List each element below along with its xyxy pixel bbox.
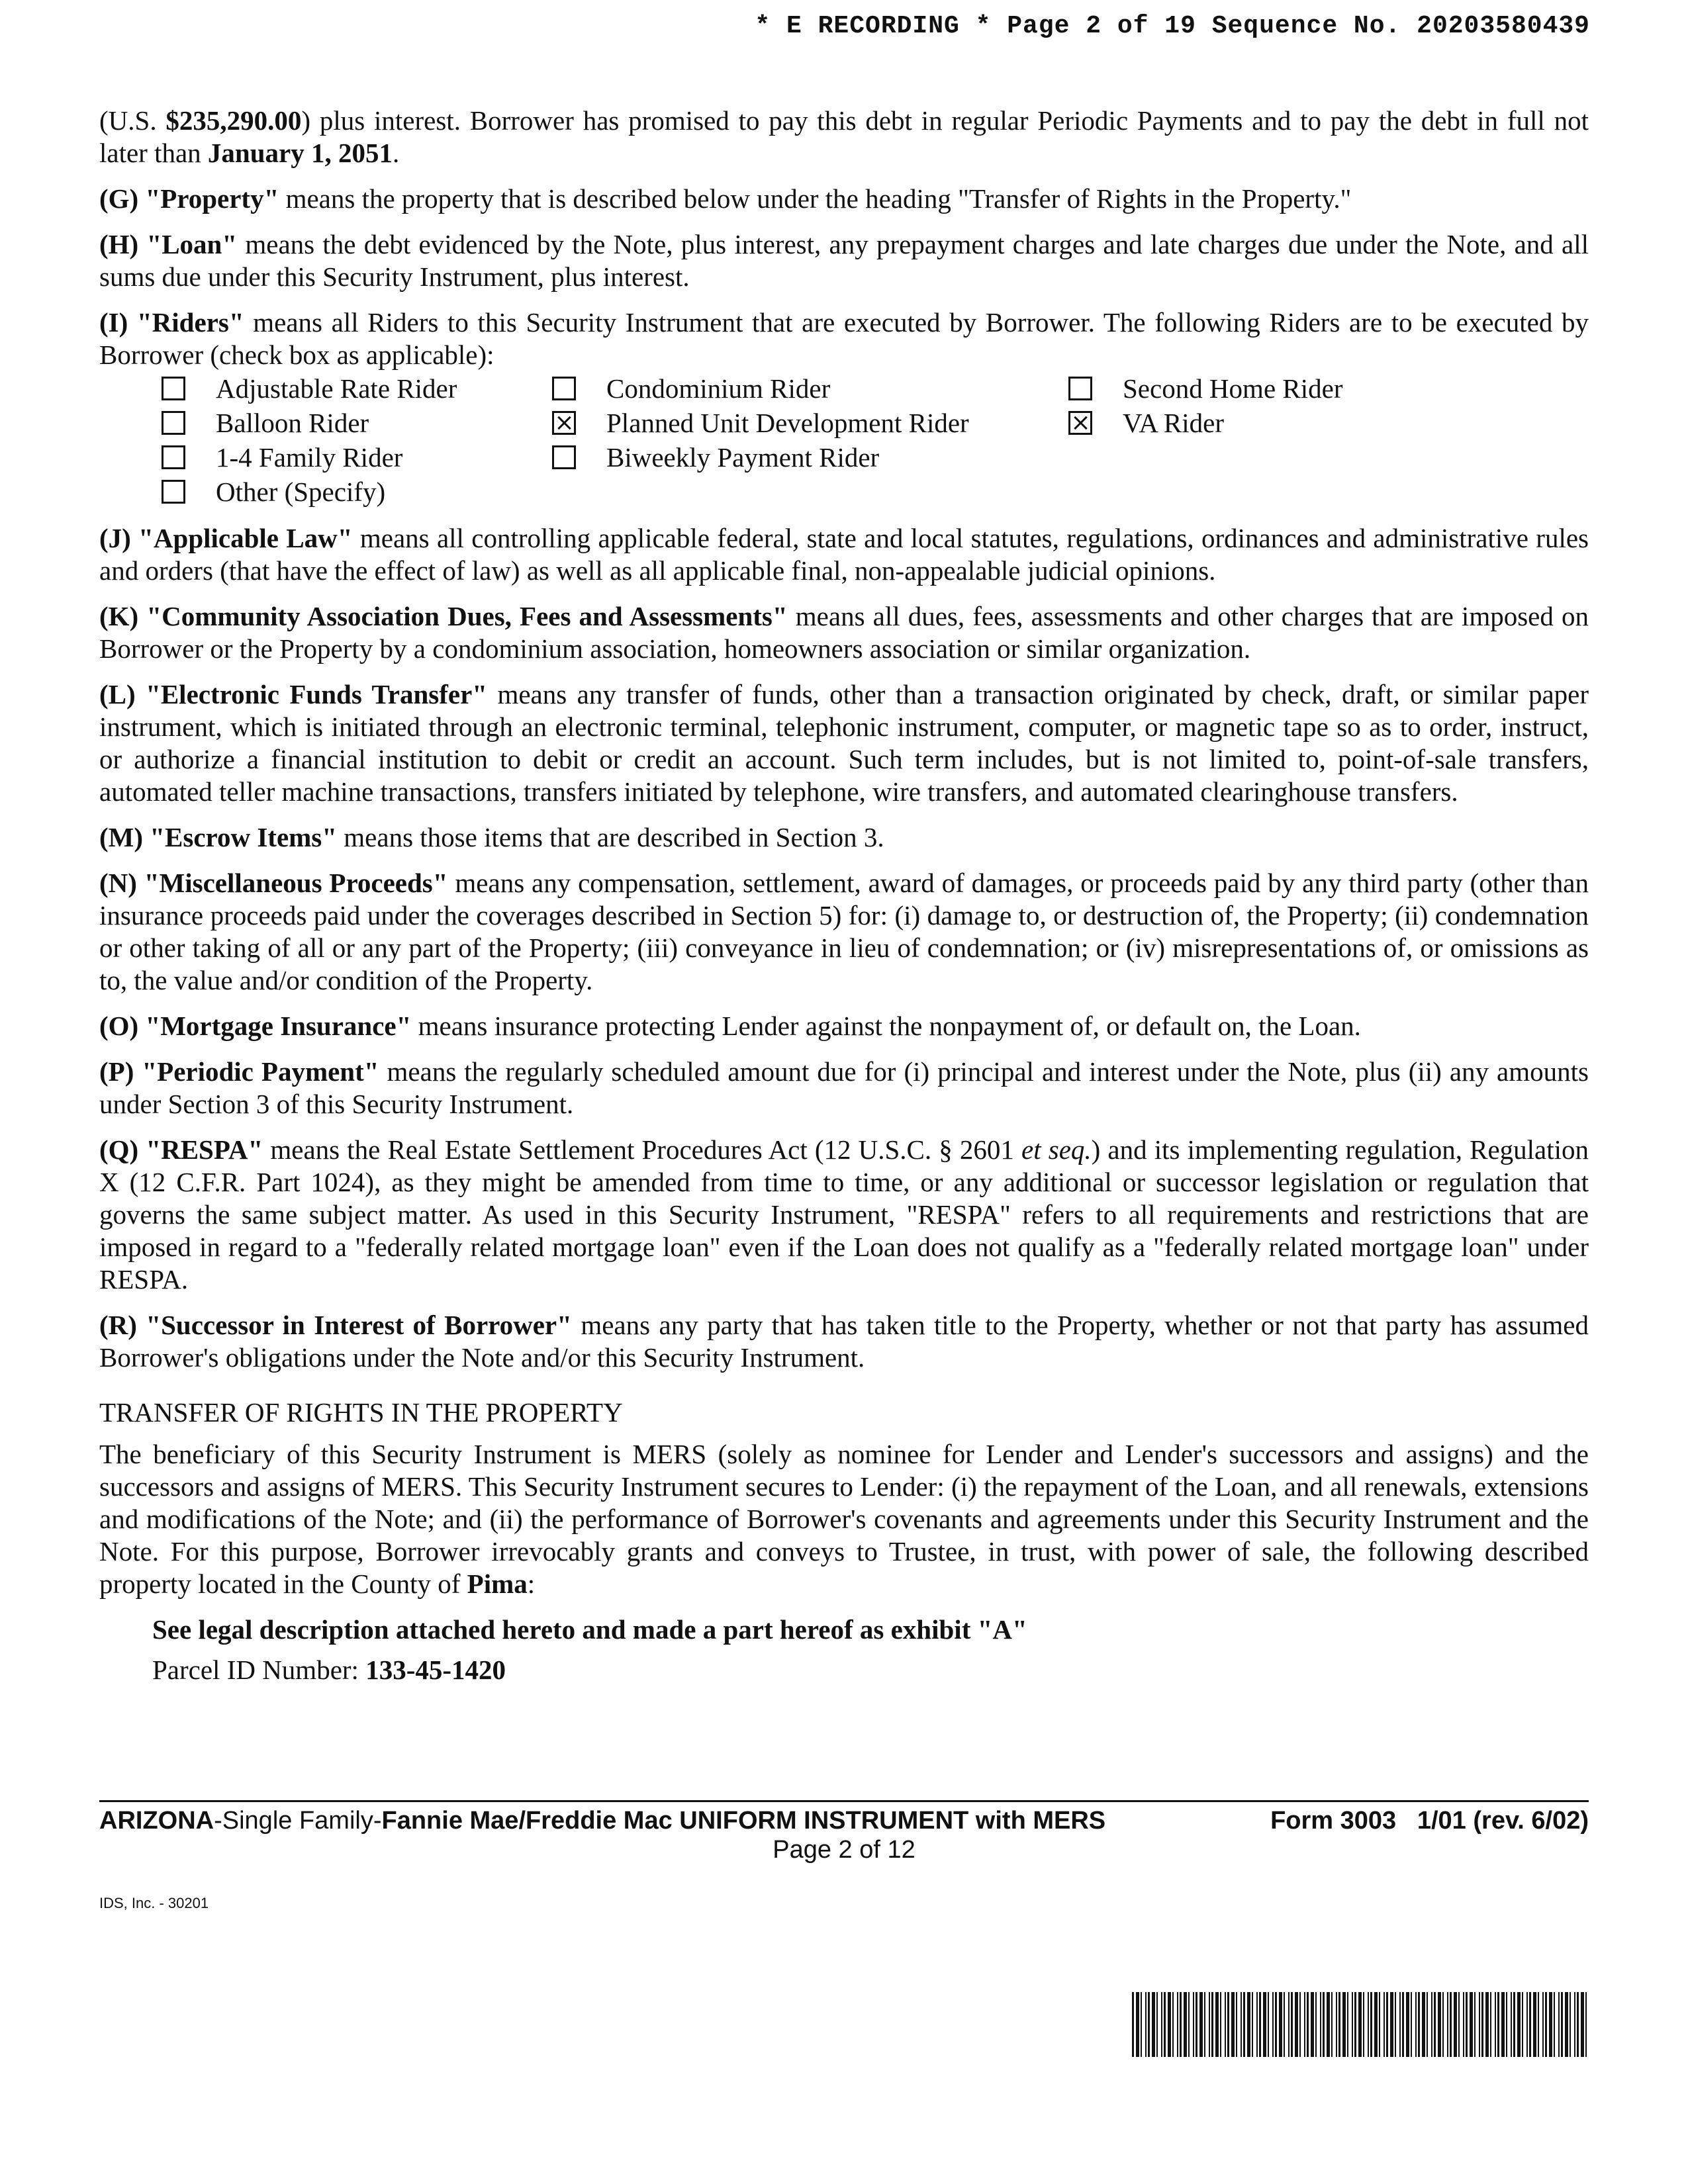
form-title: [99, 1806, 1105, 1835]
rider-label: VA Rider: [1123, 408, 1225, 438]
rider-pud: [552, 406, 1068, 440]
rider-condominium: [552, 371, 1068, 406]
definition-tag: (P): [99, 1056, 134, 1087]
rider-biweekly: [552, 440, 1068, 475]
pud-checkbox[interactable]: [552, 411, 576, 435]
second-home-checkbox[interactable]: [1068, 377, 1092, 400]
definition-tag: (I): [99, 307, 128, 338]
definition-text: means those items that are described in Section 3.: [337, 822, 884, 852]
riders-checklist: [162, 371, 1589, 509]
rider-empty: [1068, 440, 1466, 475]
rider-label: Second Home Rider: [1123, 373, 1343, 404]
rider-label: Condominium Rider: [606, 373, 831, 404]
definition-p: [99, 1056, 1589, 1120]
rider-adjustable-rate: [162, 371, 552, 406]
debt-post: .: [392, 138, 400, 168]
definition-term: "Escrow Items": [150, 822, 338, 852]
biweekly-checkbox[interactable]: [552, 445, 576, 469]
rider-label: Other (Specify): [216, 477, 386, 507]
adjustable-rate-checkbox[interactable]: [162, 377, 185, 400]
condominium-checkbox[interactable]: [552, 377, 576, 400]
family-checkbox[interactable]: [162, 445, 185, 469]
definition-o: [99, 1010, 1589, 1042]
definition-term: "Community Association Dues, Fees and Assessments": [146, 601, 788, 631]
rider-label: 1-4 Family Rider: [216, 442, 403, 473]
definition-h: [99, 228, 1589, 293]
debt-mid: ) plus interest. Borrower has promised to pay this debt in regular Periodic Payments and to pay the debt in full not later than: [99, 105, 1589, 168]
debt-pre: (U.S.: [99, 105, 166, 136]
definition-text: means all dues, fees, assessments and other charges that are imposed on Borrower or the Property by a condominium association, homeowners association or similar organization.: [99, 601, 1589, 664]
transfer-end: :: [527, 1569, 536, 1599]
rider-label: Planned Unit Development Rider: [606, 408, 969, 438]
form-family: -Single Family-: [214, 1807, 382, 1835]
definition-text: means the debt evidenced by the Note, plus interest, any prepayment charges and late charges due under the Note, and all sums due under this Security Instrument, plus interest.: [99, 229, 1589, 292]
rider-1-4-family: [162, 440, 552, 475]
document-body: [99, 105, 1589, 1686]
recording-header: * E RECORDING * Page 2 of 19 Sequence No. 20203580439: [755, 12, 1590, 40]
parcel-number: 133-45-1420: [365, 1655, 506, 1685]
definition-term: "Applicable Law": [138, 523, 353, 553]
balloon-checkbox[interactable]: [162, 411, 185, 435]
rider-label: Biweekly Payment Rider: [606, 442, 880, 473]
definition-text: means the property that is described below under the heading "Transfer of Rights in the Property.": [279, 183, 1352, 214]
definition-j: [99, 522, 1589, 587]
definition-term: "Property": [145, 183, 279, 214]
legal-description-line: See legal description attached hereto and made a part hereof as exhibit "A": [152, 1614, 1027, 1645]
va-checkbox[interactable]: [1068, 411, 1092, 435]
parcel-label: Parcel ID Number:: [152, 1655, 366, 1685]
definition-text: means the regularly scheduled amount due for (i) principal and interest under the Note, plus (ii) any amounts under Section 3 of this Security Instrument.: [99, 1056, 1589, 1119]
definition-l: [99, 678, 1589, 808]
definition-text-continued: ) and its implementing regulation, Regulation X (12 C.F.R. Part 1024), as they might be amended from time to time, or any additional or successor legislation or regulation that governs the same subject matter. As used in this Security Instrument, "RESPA" refers to all requirements and restrictions that are imposed in regard to a "federally related mortgage loan" even if the Loan does not qualify as a "federally related mortgage loan" under RESPA.: [99, 1134, 1589, 1295]
definition-tag: (N): [99, 868, 137, 898]
definition-term: "Miscellaneous Proceeds": [144, 868, 448, 898]
definition-term: "Periodic Payment": [142, 1056, 379, 1087]
other-checkbox[interactable]: [162, 480, 185, 504]
debt-due-date: January 1, 2051: [207, 138, 393, 168]
definition-q: [99, 1134, 1589, 1296]
rider-other: [162, 475, 552, 509]
definition-term: "Riders": [136, 307, 244, 338]
definition-tag: (L): [99, 679, 136, 709]
transfer-paragraph: [99, 1438, 1589, 1600]
parcel-id-line: [152, 1654, 1589, 1686]
footer-page-number: Page 2 of 12: [773, 1836, 915, 1864]
definition-tag: (O): [99, 1011, 139, 1041]
definition-tag: (H): [99, 229, 139, 259]
definition-m: [99, 821, 1589, 854]
debt-amount: $235,290.00: [165, 105, 302, 136]
definition-n: [99, 867, 1589, 997]
definition-text: means all controlling applicable federal, state and local statutes, regulations, ordinances and administrative rules and orders (that have the effect of law) as well as all applicable final, non-appealable judicial opinions.: [99, 523, 1589, 586]
footer-form-line: [99, 1806, 1589, 1835]
debt-paragraph: [99, 105, 1589, 169]
definition-text: means the Real Estate Settlement Procedures Act (12 U.S.C. § 2601: [263, 1134, 1022, 1165]
definition-r: [99, 1309, 1589, 1374]
definition-term: "Electronic Funds Transfer": [146, 679, 488, 709]
definition-term: "Loan": [146, 229, 238, 259]
definition-text: means all Riders to this Security Instrument that are executed by Borrower. The following Riders are to be executed by Borrower (check box as applicable):: [99, 307, 1589, 370]
transfer-body: The beneficiary of this Security Instrument is MERS (solely as nominee for Lender and Lender's successors and assigns) and the successors and assigns of MERS. This Security Instrument secures to Lender: (i) the repayment of the Loan, and all renewals, extensions and modifications of the Note; and (ii) the performance of Borrower's covenants and agreements under this Security Instrument and the Note. For this purpose, Borrower irrevocably grants and conveys to Trustee, in trust, with power of sale, the following described property located in the County of: [99, 1439, 1589, 1599]
footer-divider: [99, 1800, 1589, 1802]
definition-italic: et seq.: [1021, 1134, 1092, 1165]
form-number: Form 3003 1/01 (rev. 6/02): [1270, 1807, 1589, 1835]
definition-text: means any transfer of funds, other than a transaction originated by check, draft, or similar paper instrument, which is initiated through an electronic terminal, telephonic instrument, computer, or magnetic tape so as to order, instruct, or authorize a financial institution to debit or credit an account. Such term includes, but is not limited to, point-of-sale transfers, automated teller machine transactions, transfers initiated by telephone, wire transfers, and automated clearinghouse transfers.: [99, 679, 1589, 807]
definition-tag: (J): [99, 523, 131, 553]
page-footer: [99, 1800, 1589, 1912]
barcode: [1132, 1992, 1589, 2057]
definition-k: [99, 600, 1589, 665]
rider-balloon: [162, 406, 552, 440]
definition-tag: (K): [99, 601, 139, 631]
definition-text: means any compensation, settlement, award of damages, or proceeds paid by any third party (other than insurance proceeds paid under the coverages described in Section 5) for: (i) damage to, or destruction of, the Property; (ii) condemnation or other taking of all or any part of the Property; (iii) conveyance in lieu of condemnation; or (iv) misrepresentations of, or omissions as to, the value and/or condition of the Property.: [99, 868, 1589, 995]
definition-term: "RESPA": [146, 1134, 263, 1165]
transfer-heading: TRANSFER OF RIGHTS IN THE PROPERTY: [99, 1397, 623, 1428]
definition-tag: (G): [99, 183, 139, 214]
definition-g: [99, 183, 1589, 215]
definition-i: [99, 306, 1589, 371]
definition-tag: (Q): [99, 1134, 139, 1165]
rider-second-home: [1068, 371, 1466, 406]
definition-text: means insurance protecting Lender against the nonpayment of, or default on, the Loan.: [411, 1011, 1361, 1041]
rider-va: [1068, 406, 1466, 440]
definition-tag: (R): [99, 1310, 137, 1340]
ids-code: IDS, Inc. - 30201: [99, 1895, 209, 1911]
definition-term: "Successor in Interest of Borrower": [146, 1310, 572, 1340]
form-instrument: Fannie Mae/Freddie Mac UNIFORM INSTRUMENT with MERS: [381, 1807, 1106, 1835]
definition-term: "Mortgage Insurance": [145, 1011, 412, 1041]
definition-text: means any party that has taken title to the Property, whether or not that party has assumed Borrower's obligations under the Note and/or this Security Instrument.: [99, 1310, 1589, 1373]
definition-tag: (M): [99, 822, 144, 852]
rider-label: Adjustable Rate Rider: [216, 373, 457, 404]
county-name: Pima: [467, 1569, 528, 1599]
form-state: ARIZONA: [99, 1807, 214, 1835]
rider-label: Balloon Rider: [216, 408, 369, 438]
